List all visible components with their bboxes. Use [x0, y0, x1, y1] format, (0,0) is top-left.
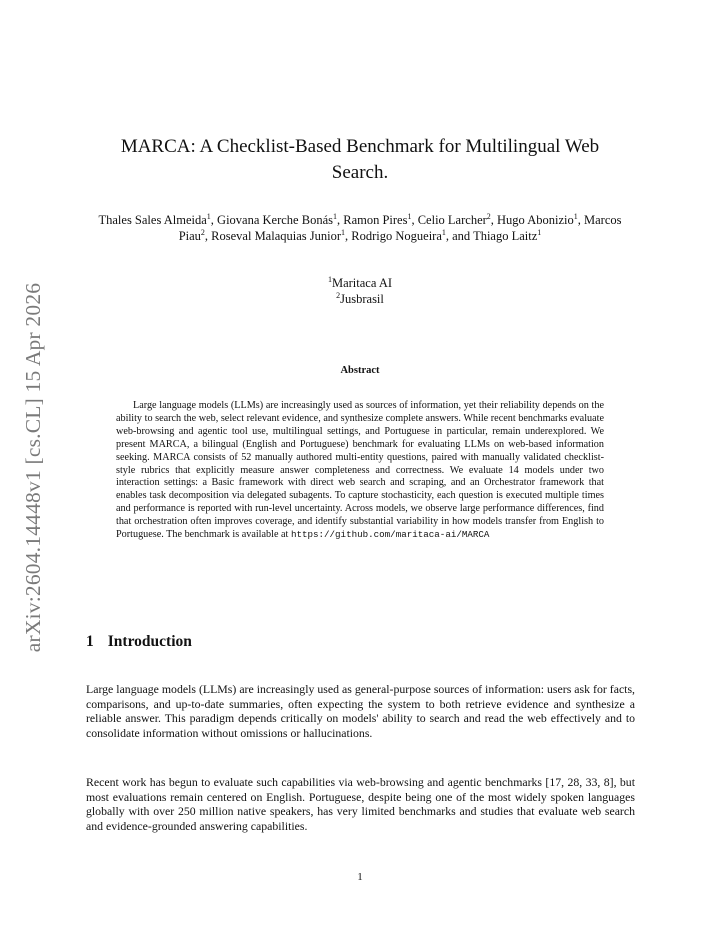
- author-name: Rodrigo Nogueira: [351, 229, 442, 243]
- author-entry: [351, 229, 446, 243]
- author-affiliation-mark: 1: [441, 227, 446, 237]
- affiliation-mark: 1: [327, 274, 332, 284]
- author-name: Roseval Malaquias Junior: [211, 229, 342, 243]
- affiliation-mark: 2: [336, 290, 341, 300]
- intro-paragraph-1: Large language models (LLMs) are increasingly used as general-purpose sources of information: users ask for facts, comparisons, and up-to-date summaries, often expecting the system to both retrieve evidence and synthesize a reliable answer. This paradigm depends critically on models' ability to search and read the web effectively and to consolidate information without omissions or hallucinations.: [86, 682, 635, 741]
- affiliation-entry: [260, 291, 460, 307]
- section-title: Introduction: [107, 633, 192, 650]
- affiliation-name: Maritaca AI: [331, 276, 393, 290]
- author-name: Giovana Kerche Bonás: [217, 213, 333, 227]
- author-affiliation-mark: 1: [573, 211, 578, 221]
- affiliation-list: [260, 275, 460, 307]
- author-entry: [497, 213, 578, 227]
- author-name: Thiago Laitz: [473, 229, 538, 243]
- arxiv-identifier-text: arXiv:2604.14448v1 [cs.CL] 15 Apr 2026: [21, 282, 46, 652]
- abstract-text: Large language models (LLMs) are increasingly used as sources of information, yet their reliability depends on the ability to search the web, select relevant evidence, and synthesize complete answers. While recent benchmarks evaluate web-browsing and agentic tool use, multilingual settings, and Portuguese in particular, remain underexplored. We present MARCA, a bilingual (English and Portuguese) benchmark for evaluating LLMs on web-based information seeking. MARCA consists of 52 manually authored multi-entity questions, paired with manually validated checklist-style rubrics that explicitly measure answer completeness and correctness. We evaluate 14 models under two interaction settings: a Basic framework with direct web search and scraping, and an Orchestrator framework that enables task decomposition via delegated subagents. To capture stochasticity, each question is executed multiple times and performance is reported with run-level uncertainty. Across models, we observe large performance differences, find that orchestration often improves coverage, and identify substantial variability in how models transfer from English to Portuguese. The benchmark is available at: [116, 400, 604, 541]
- author-name: Marcos Piau: [178, 213, 622, 243]
- arxiv-identifier-stamp: [14, 262, 54, 672]
- author-affiliation-mark: 1: [341, 227, 346, 237]
- author-affiliation-mark: 2: [486, 211, 491, 221]
- author-affiliation-mark: 1: [206, 211, 211, 221]
- affiliation-name: Jusbrasil: [340, 292, 384, 306]
- author-affiliation-mark: 2: [200, 227, 205, 237]
- abstract-body: [116, 400, 604, 542]
- section-number: 1: [86, 633, 94, 650]
- author-name: Thales Sales Almeida: [98, 213, 207, 227]
- author-entry: [418, 213, 491, 227]
- author-affiliation-mark: 1: [537, 227, 542, 237]
- author-affiliation-mark: 1: [407, 211, 412, 221]
- author-list: Thales Sales Almeida$^1$, Giovana Kerche Bonás$^1$, Ramon Pires$^1$, Celio Larcher$^2$, Hugo Abonizio$^1$, Marcos Piau$^2$, Roseval Malaquias Junior$^1$, Rodrigo Nogueira$^1$, and Thiago Laitz$^1$: [98, 211, 622, 243]
- abstract-heading: Abstract: [340, 365, 380, 376]
- github-link[interactable]: https://github.com/maritaca-ai/MARCA: [290, 529, 490, 541]
- author-name: Hugo Abonizio: [497, 213, 574, 227]
- author-entry: [98, 213, 210, 227]
- author-name: Celio Larcher: [417, 213, 487, 227]
- paper-title: MARCA: A Checklist-Based Benchmark for Multilingual Web Search.: [120, 136, 600, 183]
- author-name: Ramon Pires: [343, 213, 408, 227]
- author-entry: [473, 229, 541, 243]
- section-heading-introduction: [86, 633, 192, 651]
- affiliation-entry: [260, 275, 460, 291]
- author-entry: [343, 213, 411, 227]
- author-entry: [211, 229, 345, 243]
- intro-paragraph-2: Recent work has begun to evaluate such capabilities via web-browsing and agentic benchmarks [17, 28, 33, 8], but most evaluations remain centered on English. Portuguese, despite being one of the most widely spoken languages globally with over 250 million native speakers, has very limited benchmarks and studies that evaluate web search and evidence-grounded answering capabilities.: [86, 775, 635, 834]
- page-number: 1: [357, 871, 363, 883]
- author-affiliation-mark: 1: [332, 211, 337, 221]
- author-entry: [217, 213, 337, 227]
